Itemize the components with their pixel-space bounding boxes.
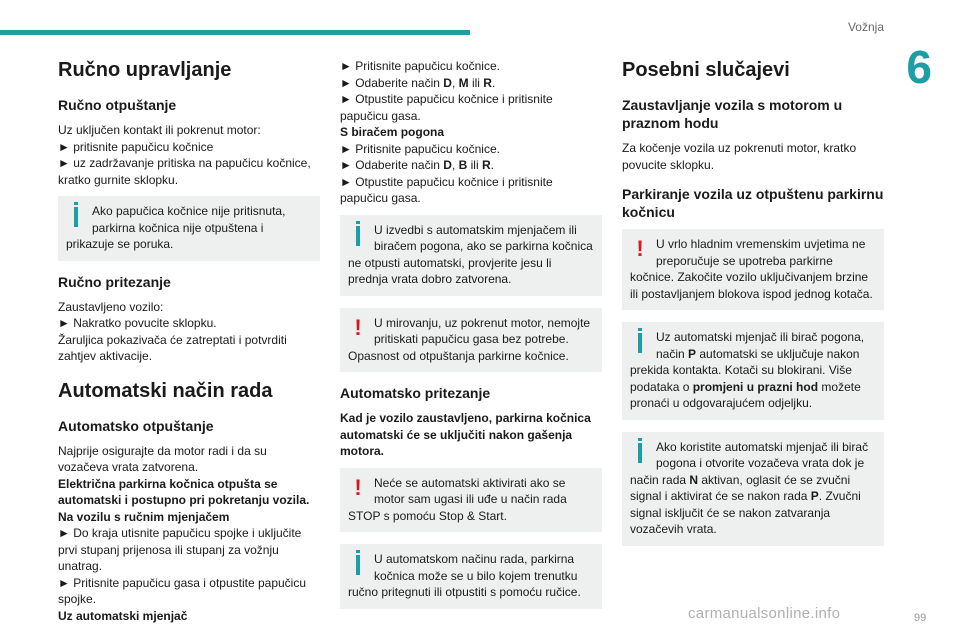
text-line: ► Odaberite način D, B ili R. <box>340 158 494 172</box>
warning-note <box>340 468 602 533</box>
info-icon <box>352 553 364 579</box>
chapter-number: 6 <box>906 41 932 93</box>
note-text: U vrlo hladnim vremenskim uvjetima ne preporučuje se upotreba parkirne kočnice. Zakočite vozilo uključivanjem brzine ili postavljanjem blokova ispod jednog kotača. <box>630 237 873 301</box>
subheading-manual-release: Ručno otpuštanje <box>58 97 177 113</box>
subheading-parking: Parkiranje vozila uz otpuštenu parkirnu kočnicu <box>622 186 884 220</box>
column-1 <box>58 58 320 624</box>
bold-text: Na vozilu s ručnim mjenjačem <box>58 509 230 524</box>
info-icon <box>634 331 646 357</box>
subheading-idle-stop: Zaustavljanje vozila s motorom u praznom hodu <box>622 97 843 131</box>
text-line: ► Otpustite papučicu kočnice i pritisnite papučicu gasa. <box>340 174 553 205</box>
page-number: 99 <box>914 612 927 624</box>
text-line: ► Odaberite način D, M ili R. <box>340 75 496 90</box>
warning-icon: ! <box>636 236 644 261</box>
bold-text: Uz automatski mjenjač <box>58 608 188 623</box>
text-line: ► Do kraja utisnite papučicu spojke i uključite prvi stupanj prijenosa ili stupanj za vožnju unatrag. <box>58 526 302 573</box>
column-3 <box>622 58 884 558</box>
warning-note <box>622 229 884 310</box>
text-line: ► Nakratko povucite sklopku. <box>58 316 217 330</box>
heading-manual: Ručno upravljanje <box>58 59 232 81</box>
note-text: Ako papučica kočnice nije pritisnuta, parkirna kočnica nije otpuštena i prikazuje se poruka. <box>66 204 286 251</box>
info-note <box>58 196 320 261</box>
text-line: Za kočenje vozila uz pokrenuti motor, kratko povucite sklopku. <box>622 141 857 172</box>
info-note: Ako koristite automatski mjenjač ili birač pogona i otvorite vozačeva vrata dok je način rada N aktivan, oglasit će se zvučni signal i aktivirat će se nakon rada P. Zvučni signal isključit će se nakon zatvaranja vozačevih vrata. <box>622 432 884 546</box>
subheading-manual-apply: Ručno pritezanje <box>58 273 171 290</box>
text-line: Najprije osigurajte da motor radi i da su vozačeva vrata zatvorena. <box>58 443 267 474</box>
text-line: ► Otpustite papučicu kočnice i pritisnite papučicu gasa. <box>340 92 553 123</box>
note-text: U mirovanju, uz pokrenut motor, nemojte pritiskati papučicu gasa bez potrebe. Opasnost od otpuštanja parkirne kočnice. <box>348 315 591 363</box>
watermark: carmanualsonline.info <box>688 605 841 622</box>
bold-text: Električna parkirna kočnica otpušta se automatski i postupno pri pokretanju vozila. <box>58 476 310 507</box>
warning-icon: ! <box>354 474 362 500</box>
warning-icon: ! <box>354 314 362 340</box>
bold-text: Kad je vozilo zaustavljeno, parkirna kočnica automatski će se uključiti nakon gašenja motora. <box>340 411 591 458</box>
header-accent-bar <box>0 30 470 35</box>
text-line: ► Pritisnite papučicu gasa i otpustite papučicu spojke. <box>58 575 307 606</box>
note-text: U automatskom načinu rada, parkirna kočnica može se u bilo kojem trenutku ručno pritegnuti ili otpustiti s pomoću ručice. <box>348 552 581 599</box>
bold-text: S biračem pogona <box>340 125 445 139</box>
subheading-auto-release: Automatsko otpuštanje <box>58 417 214 434</box>
text-line: ► Pritisnite papučicu kočnice. <box>340 141 500 156</box>
note-text: U izvedbi s automatskim mjenjačem ili biračem pogona, ako se parkirna kočnica ne otpusti automatski, provjerite jesu li prednja vrata dobro zatvorena. <box>348 222 593 286</box>
info-note <box>340 544 602 609</box>
info-icon <box>70 205 82 231</box>
subheading-auto-apply: Automatsko pritezanje <box>340 385 491 401</box>
text-line: ► Pritisnite papučicu kočnice. <box>340 59 500 73</box>
text-line: ► uz zadržavanje pritiska na papučicu kočnice, kratko gurnite sklopku. <box>58 156 311 187</box>
info-note <box>340 215 602 296</box>
text-line: Žaruljica pokazivača će zatreptati i potvrditi zahtjev aktivacije. <box>58 332 287 363</box>
text-line: Uz uključen kontakt ili pokrenut motor: <box>58 123 261 137</box>
note-text: Neće se automatski aktivirati ako se motor sam ugasi ili uđe u način rada STOP s pomoću Stop & Start. <box>348 475 567 523</box>
heading-automatic: Automatski način rada <box>58 379 273 402</box>
column-2 <box>340 58 602 621</box>
text-line: ► pritisnite papučicu kočnice <box>58 139 214 154</box>
section-title: Vožnja <box>847 20 884 34</box>
warning-note <box>340 308 602 373</box>
heading-special-cases: Posebni slučajevi <box>622 59 790 81</box>
text-line: Zaustavljeno vozilo: <box>58 299 164 314</box>
info-icon <box>634 441 646 467</box>
info-note: Uz automatski mjenjač ili birač pogona, način P automatski se uključuje nakon prekida kontakta. Kotači su blokirani. Više podataka o promjeni u prazni hod možete pronaći u odgovarajućem odjeljku. <box>622 322 884 420</box>
info-icon <box>352 224 364 250</box>
